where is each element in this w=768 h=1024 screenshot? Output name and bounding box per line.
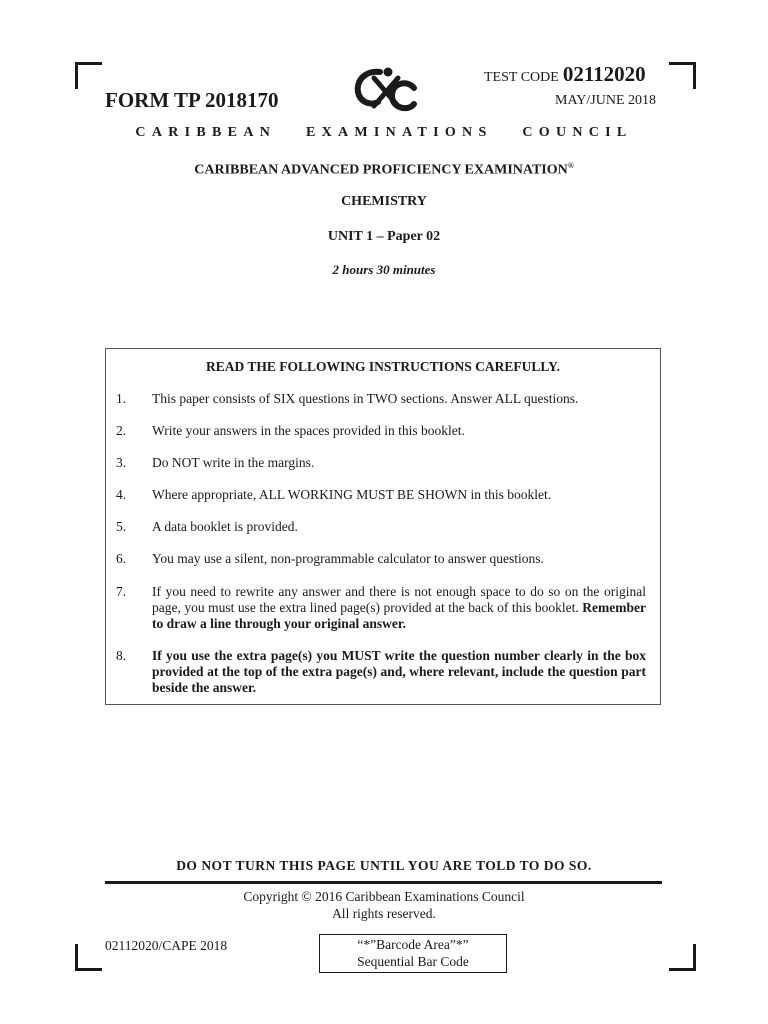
cxc-logo-icon: [352, 66, 418, 114]
instruction-number: 7.: [116, 584, 127, 599]
corner-mark-bottom-right: [669, 944, 696, 971]
instructions-box: [105, 348, 661, 705]
copyright-notice: Copyright © 2016 Caribbean Examinations Council: [243, 889, 525, 904]
instruction-text: [152, 584, 646, 632]
corner-mark-bottom-left: [75, 944, 102, 971]
instruction-text: You may use a silent, non-programmable calculator to answer questions.: [152, 551, 544, 566]
instruction-number: 6.: [116, 551, 127, 566]
instruction-text: This paper consists of SIX questions in TWO sections. Answer ALL questions.: [152, 391, 579, 406]
do-not-turn-warning: DO NOT TURN THIS PAGE UNTIL YOU ARE TOLD TO DO SO.: [176, 858, 592, 873]
council-word-3: COUNCIL: [522, 125, 633, 140]
exam-session: MAY/JUNE 2018: [555, 93, 656, 108]
council-word-2: EXAMINATIONS: [305, 125, 493, 140]
test-code-label: TEST CODE: [484, 70, 559, 85]
exam-name-text: CARIBBEAN ADVANCED PROFICIENCY EXAMINATION: [194, 162, 568, 178]
registered-mark: ®: [567, 161, 574, 170]
instruction-number: 4.: [116, 487, 127, 502]
instruction-text-bold: If you use the extra page(s) you MUST write the question number clearly in the box provided at the top of the extra page(s) and, where relevant, include the question part beside the answer.: [152, 648, 646, 695]
barcode-area-label: “*”Barcode Area”*”: [357, 937, 469, 952]
test-code: [484, 62, 646, 87]
instruction-number: 8.: [116, 648, 127, 663]
instruction-number: 5.: [116, 519, 127, 534]
paper-code: 02112020/CAPE 2018: [105, 938, 228, 953]
barcode-sequential-label: Sequential Bar Code: [357, 954, 469, 969]
instruction-text: A data booklet is provided.: [152, 519, 298, 534]
unit-paper: UNIT 1 – Paper 02: [327, 229, 441, 244]
instruction-number: 2.: [116, 423, 127, 438]
instruction-text: Do NOT write in the margins.: [152, 455, 315, 470]
council-word-1: CARIBBEAN: [135, 125, 277, 140]
council-name: [0, 125, 768, 141]
instruction-text: Write your answers in the spaces provided in this booklet.: [152, 423, 465, 438]
exam-name: [0, 161, 768, 179]
exam-duration: 2 hours 30 minutes: [332, 262, 436, 277]
corner-mark-top-right: [669, 62, 696, 89]
form-number: FORM TP 2018170: [105, 88, 279, 112]
corner-mark-top-left: [75, 62, 102, 89]
instruction-number: 1.: [116, 391, 127, 406]
instruction-text: Where appropriate, ALL WORKING MUST BE SHOWN in this booklet.: [152, 487, 552, 502]
instruction-text-bold: Remember to draw a line through your original answer.: [152, 600, 646, 631]
instructions-title: READ THE FOLLOWING INSTRUCTIONS CAREFULLY.: [206, 359, 560, 374]
rights-notice: All rights reserved.: [332, 906, 436, 921]
barcode-area: [319, 934, 507, 973]
test-code-value: 02112020: [562, 62, 646, 86]
instruction-number: 3.: [116, 455, 127, 470]
subject-title: CHEMISTRY: [341, 194, 427, 209]
instruction-text-plain: If you need to rewrite any answer and there is not enough space to do so on the original page, you must use the extra lined page(s) provided at the back of this booklet.: [152, 584, 646, 615]
footer-divider: [105, 881, 662, 884]
